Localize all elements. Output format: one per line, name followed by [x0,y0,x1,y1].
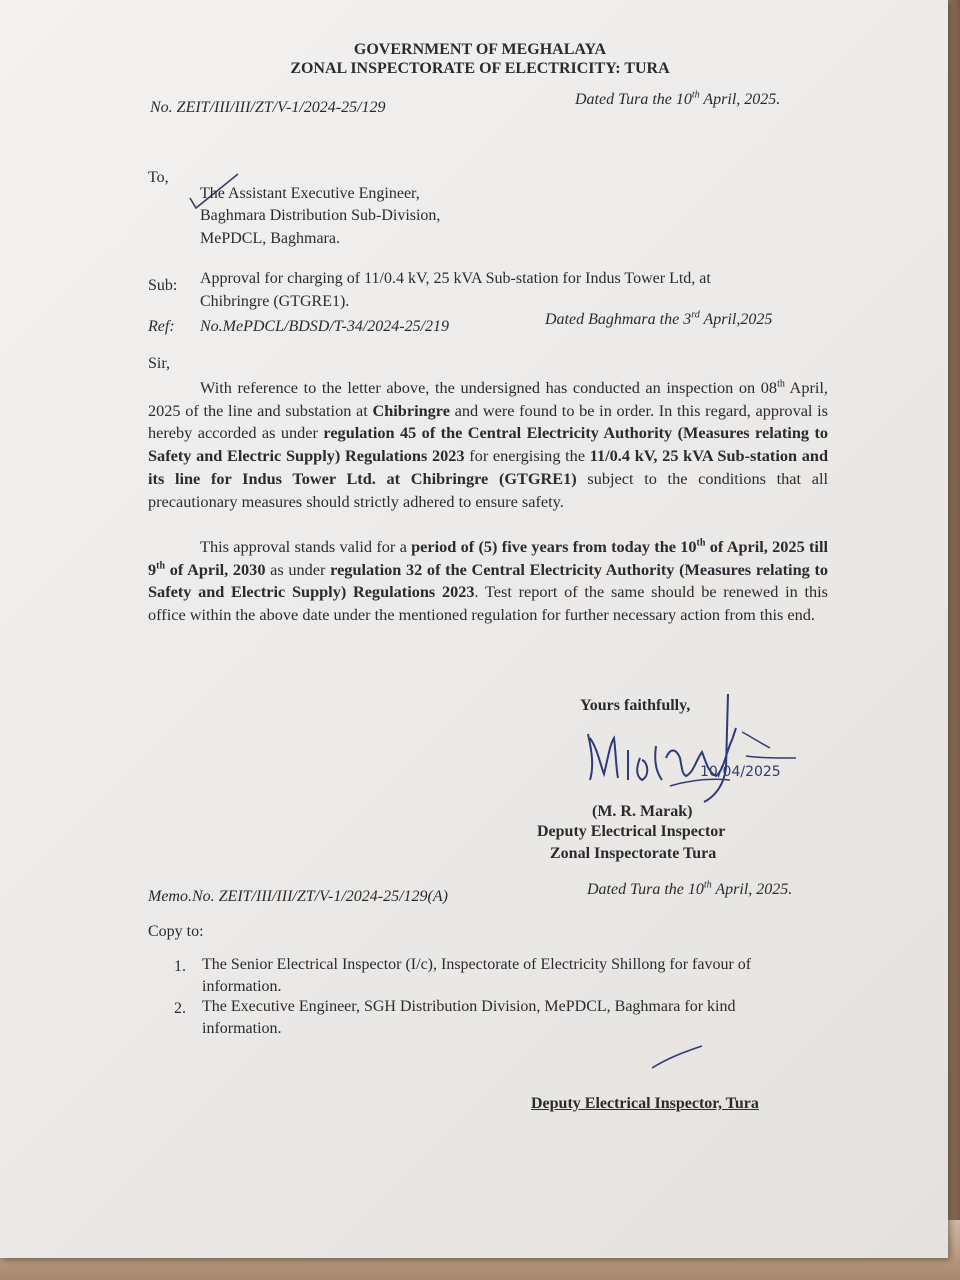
copy-item-2-number: 2. [174,1000,186,1017]
initial-mark-icon [648,1044,708,1072]
to-label: To, [148,169,169,186]
copy-item-1-line-2: information. [202,978,282,995]
letterhead-line-1: GOVERNMENT OF MEGHALAYA [353,41,607,58]
footer-designation: Deputy Electrical Inspector, Tura [531,1095,759,1112]
addressee-line-1: The Assistant Executive Engineer, [200,185,420,202]
memo-date: Dated Tura the 10th April, 2025. [587,879,793,898]
letter-number: No. ZEIT/III/III/ZT/V-1/2024-25/129 [150,99,386,116]
copy-item-2-line-1: The Executive Engineer, SGH Distribution Division, MePDCL, Baghmara for kind [202,998,736,1015]
salutation: Sir, [148,355,171,372]
copy-to-label: Copy to: [148,923,204,940]
signatory-name: (M. R. Marak) [592,803,693,820]
signature-image [570,688,810,818]
closing: Yours faithfully, [580,697,691,714]
addressee-line-2: Baghmara Distribution Sub-Division, [200,207,441,224]
signature-date: 10/04/2025 [700,764,781,780]
reference-date: Dated Baghmara the 3rd April,2025 [545,309,773,328]
subject-line-1: Approval for charging of 11/0.4 kV, 25 kVA Sub-station for Indus Tower Ltd, at [200,270,711,287]
addressee-line-3: MePDCL, Baghmara. [200,230,340,247]
signatory-office: Zonal Inspectorate Tura [550,845,717,862]
paragraph-1: With reference to the letter above, the undersigned has conducted an inspection on 08th April, 2025 of the line and substation at Chibringre and were found to be in order. In this regard, approval is hereby accorded as under regulation 45 of the Central Electricity Authority (Measures relating to Safety and Electric Supply) Regulations 2023 for energising the 11/0.4 kV, 25 kVA Sub-station and its line for Indus Tower Ltd. at Chibringre (GTGRE1) subject to the conditions that all precautionary measures should strictly adhered to ensure safety. [148,378,829,511]
reference-label: Ref: [148,318,175,335]
copy-item-2-line-2: information. [202,1020,282,1037]
subject-line-2: Chibringre (GTGRE1). [200,293,350,310]
copy-item-1-line-1: The Senior Electrical Inspector (I/c), Inspectorate of Electricity Shillong for favour of [202,956,752,973]
letter-date: Dated Tura the 10th April, 2025. [575,89,781,108]
copy-item-1-number: 1. [174,958,186,975]
paragraph-2: This approval stands valid for a period of (5) five years from today the 10th of April, 2025 till 9th of April, 2030 as under regulation 32 of the Central Electricity Authority (Measures relating to Safety and Electric Supply) Regulations 2023. Test report of the same should be renewed in this office within the above date under the mentioned regulation for further necessary action from this end. [148,537,829,625]
letterhead-line-2: ZONAL INSPECTORATE OF ELECTRICITY: TURA [290,60,670,77]
reference-number: No.MePDCL/BDSD/T-34/2024-25/219 [200,318,450,335]
signatory-designation: Deputy Electrical Inspector [537,823,726,840]
subject-label: Sub: [148,277,178,294]
memo-number: Memo.No. ZEIT/III/III/ZT/V-1/2024-25/129(A) [148,888,448,905]
